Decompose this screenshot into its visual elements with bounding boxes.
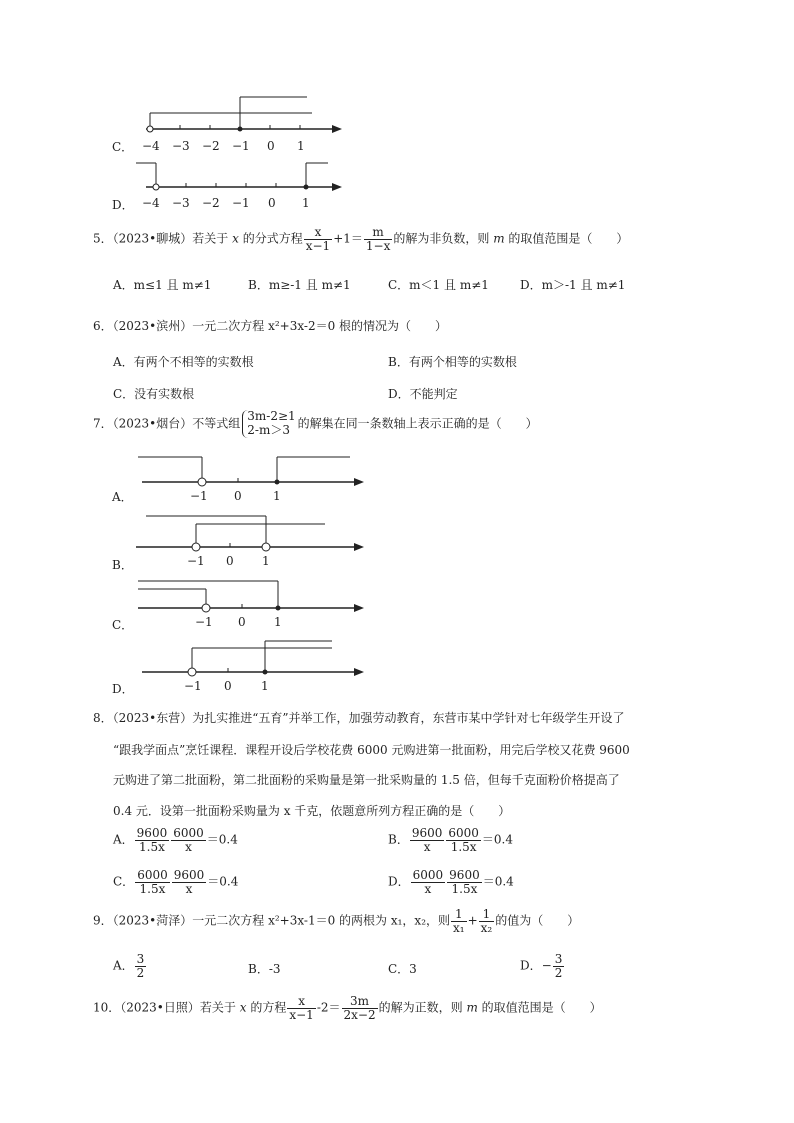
- tick-label: −2: [202, 196, 220, 210]
- tick-label: 0: [268, 196, 276, 210]
- tick-label: −1: [190, 489, 208, 503]
- tick-label: 0: [234, 489, 242, 503]
- tick-label: −4: [142, 196, 160, 210]
- option-label: A．: [112, 490, 133, 504]
- q7-option-d[interactable]: [112, 636, 372, 694]
- question-8-line-3: 元购进了第二批面粉，第二批面粉的采购量是第一批采购量的 1.5 倍，但每千克面粉价格提高了: [113, 773, 620, 787]
- tick-label: −1: [187, 554, 205, 568]
- q6-option-a[interactable]: A．有两个不相等的实数根: [113, 355, 254, 369]
- option-label: B．: [112, 558, 133, 572]
- question-5: 5．（2023•聊城）若关于 x 的分式方程 $\frac{x}{x-1}$ +1＝ $\frac{m}{1-x}$ 的解为非负数，则 m 的取值范围是（ ）: [93, 225, 629, 253]
- inequality-system: 3m-2≥1 2-m＞3: [242, 410, 295, 438]
- number-line: [132, 158, 342, 212]
- number-line: [132, 576, 372, 634]
- q4-option-d[interactable]: [112, 158, 342, 210]
- q9-option-c[interactable]: C．3: [388, 962, 417, 976]
- number-line: [132, 92, 342, 154]
- fraction: $\frac{6000}{1.5x}$: [448, 826, 479, 854]
- question-9: 9．（2023•菏泽）一元二次方程 x²+3x-1＝0 的两根为 x₁，x₂，则 $\frac{1}{\text{x₁}}$ + $\frac{1}{\text{x₂}}$ 的值为（ ）: [93, 907, 580, 935]
- tick-label: 0: [226, 554, 234, 568]
- q5-option-c[interactable]: C．m＜1 且 m≠1: [388, 278, 489, 292]
- fraction: $\frac{9600}{1.5x}$: [449, 868, 480, 896]
- q8-option-c[interactable]: C． $\frac{6000}{1.5x}$ $\frac{9600}{x}$ ＝0.4: [113, 868, 239, 896]
- q7-option-b[interactable]: [112, 511, 372, 571]
- tick-label: −1: [232, 139, 250, 153]
- option-label: D．: [112, 682, 134, 696]
- tick-label: 0: [224, 679, 232, 693]
- q5-option-d[interactable]: D．m＞-1 且 m≠1: [520, 278, 626, 292]
- tick-label: −1: [232, 196, 250, 210]
- q9-option-b[interactable]: B．-3: [248, 962, 281, 976]
- tick-label: −3: [172, 139, 190, 153]
- tick-label: −1: [195, 615, 213, 629]
- fraction: $\frac{x}{x-1}$: [289, 994, 314, 1022]
- fraction: $\frac{9600}{x}$: [173, 868, 205, 896]
- tick-label: 1: [274, 615, 282, 629]
- q8-option-b[interactable]: B． $\frac{9600}{x}$ $\frac{6000}{1.5x}$ ＝0.4: [388, 826, 514, 854]
- fraction: $\frac{6000}{x}$: [412, 868, 444, 896]
- number-line: [132, 636, 372, 696]
- fraction: $\frac{1}{\text{x₂}}$: [480, 907, 493, 935]
- number-line: [132, 511, 372, 573]
- q6-option-c[interactable]: C．没有实数根: [113, 387, 195, 401]
- tick-label: −1: [184, 679, 202, 693]
- tick-label: 1: [262, 554, 270, 568]
- fraction: $\frac{3}{2}$: [136, 952, 145, 980]
- tick-label: −4: [142, 139, 160, 153]
- question-7: 7．（2023•烟台）不等式组 3m-2≥1 2-m＞3 的解集在同一条数轴上表示正确的是（ ）: [93, 409, 538, 437]
- fraction: $\frac{6000}{1.5x}$: [137, 868, 168, 896]
- fraction: $\frac{3m}{2x-2}$: [343, 994, 376, 1022]
- question-8-line-2: “跟我学面点”烹饪课程．课程开设后学校花费 6000 元购进第一批面粉，用完后学校又花费 9600: [113, 743, 630, 757]
- question-10: 10．（2023•日照）若关于 x 的方程 $\frac{x}{x-1}$ -2＝ $\frac{3m}{2x-2}$ 的解为正数，则 m 的取值范围是（ ）: [93, 994, 602, 1022]
- q6-option-d[interactable]: D．不能判定: [388, 387, 458, 401]
- tick-label: 1: [297, 139, 305, 153]
- q4-option-c[interactable]: [112, 92, 342, 152]
- question-6: 6．（2023•滨州）一元二次方程 x²+3x-2＝0 根的情况为（ ）: [93, 319, 448, 333]
- q7-option-c[interactable]: [112, 576, 372, 632]
- tick-label: 1: [261, 679, 269, 693]
- tick-label: 0: [238, 615, 246, 629]
- fraction: $\frac{m}{1-x}$: [365, 225, 391, 253]
- option-label: D．: [112, 198, 134, 212]
- q5-option-b[interactable]: B．m≥-1 且 m≠1: [248, 278, 351, 292]
- q9-option-a[interactable]: A． $\frac{3}{2}$: [113, 952, 145, 980]
- question-8-line-4: 0.4 元．设第一批面粉采购量为 x 千克，依题意所列方程正确的是（ ）: [113, 804, 511, 818]
- fraction: $\frac{1}{\text{x₁}}$: [453, 907, 465, 935]
- q9-option-d[interactable]: D．− $\frac{3}{2}$: [520, 952, 563, 980]
- q8-option-d[interactable]: D． $\frac{6000}{x}$ $\frac{9600}{1.5x}$ ＝0.4: [388, 868, 514, 896]
- q7-option-a[interactable]: [112, 452, 372, 504]
- q6-option-b[interactable]: B．有两个相等的实数根: [388, 355, 517, 369]
- question-8-line-1: 8．（2023•东营）为扎实推进“五育”并举工作，加强劳动教育，东营市某中学针对七年级学生开设了: [93, 711, 625, 725]
- fraction: $\frac{6000}{x}$: [173, 826, 204, 854]
- tick-label: 1: [302, 196, 310, 210]
- q5-option-a[interactable]: A．m≤1 且 m≠1: [113, 278, 212, 292]
- number-line: [132, 452, 372, 506]
- fraction: $\frac{9600}{1.5x}$: [136, 826, 168, 854]
- tick-label: −2: [202, 139, 220, 153]
- option-label: C．: [112, 140, 134, 154]
- fraction: $\frac{x}{x-1}$: [305, 225, 331, 253]
- option-label: C．: [112, 618, 134, 632]
- tick-label: 1: [273, 489, 281, 503]
- q8-option-a[interactable]: A． $\frac{9600}{1.5x}$ $\frac{6000}{x}$ ＝0.4: [113, 826, 238, 854]
- tick-label: −3: [172, 196, 190, 210]
- fraction: $\frac{3}{2}$: [554, 952, 563, 980]
- fraction: $\frac{9600}{x}$: [411, 826, 443, 854]
- tick-label: 0: [267, 139, 275, 153]
